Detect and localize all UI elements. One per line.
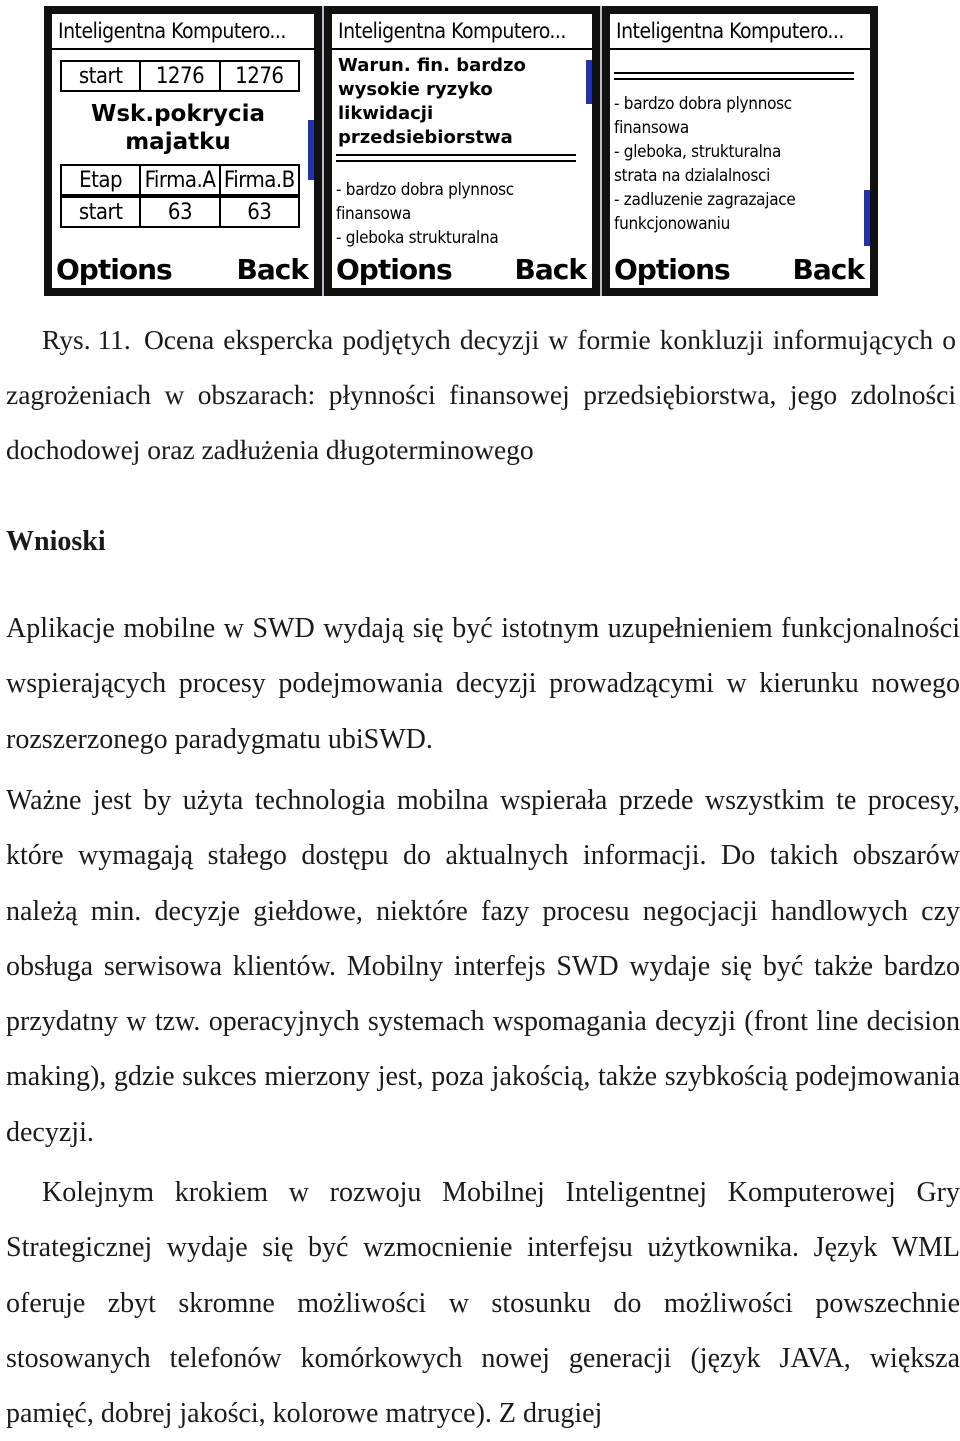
table-cell: 63 [141, 198, 220, 226]
back-softkey: Back [236, 253, 308, 286]
list-item: finansowa [336, 204, 411, 224]
table-header-cell: Firma.A [141, 166, 220, 194]
table-row [60, 196, 300, 228]
options-softkey: Options [336, 253, 452, 286]
paragraph: Aplikacje mobilne w SWD wydają się być istotnym uzupełnieniem funkcjonalności wspierających procesy podejmowania decyzji prowadzącymi w kierunku nowego rozszerzonego paradygmatu ubiSWD. [6, 613, 960, 755]
list-item: funkcjonowaniu [614, 214, 731, 234]
caption-text: Ocena ekspercka podjętych decyzji w formie konkluzji informujących o zagrożeniach w obszarach: płynności finansowej przedsiębiorstwa, jego zdolności dochodowej oraz zadłużenia długoterminowego [6, 324, 956, 465]
caption-label: Rys. 11. [42, 324, 131, 355]
divider [614, 72, 854, 74]
table-row [60, 60, 300, 92]
phone-screen [332, 14, 592, 288]
section-title: Wnioski [6, 526, 106, 557]
alert-line: Warun. fin. bardzo [338, 55, 526, 76]
paragraph: Kolejnym krokiem w rozwoju Mobilnej Inteligentnej Komputerowej Gry Strategicznej wydaje się być wzmocnienie interfejsu użytkownika. Język WML oferuje zbyt skromne możliwości w stosunku do możliwości powszechnie stosowanych telefonów komórkowych nowej generacji (język JAVA, większa pamięć, dobrej jakości, kolorowe matryce). Z drugiej [6, 1177, 960, 1430]
options-softkey: Options [614, 253, 730, 286]
scrollbar [586, 50, 592, 248]
alert-text [338, 54, 526, 150]
table-cell: start [62, 198, 141, 226]
table-header-cell: Firma.B [223, 168, 295, 193]
phone-screenshot-2 [324, 6, 600, 296]
softkey-bar [332, 250, 592, 288]
figure-caption [6, 312, 956, 477]
divider [336, 160, 576, 162]
phone-title: Inteligentna Komputero... [332, 14, 592, 50]
table-cell: 63 [247, 200, 272, 225]
table-cell: 1276 [235, 64, 284, 89]
indicator-heading [52, 100, 304, 156]
figure-phone-screenshots [44, 6, 878, 296]
heading-line: majatku [125, 129, 231, 155]
bullet-list [336, 178, 514, 250]
phone-screenshot-1 [44, 6, 322, 296]
options-softkey: Options [56, 253, 172, 286]
divider [614, 78, 854, 80]
scrollbar [864, 50, 870, 248]
bullet-list [614, 92, 796, 236]
paragraph: Ważne jest by użyta technologia mobilna wspierała przede wszystkim te procesy, które wymagają stałego dostępu do aktualnych informacji. Do takich obszarów należą min. decyzje giełdowe, niektóre fazy procesu negocjacji handlowych czy obsługa serwisowa klientów. Mobilny interfejs SWD wydaje się być także bardzo przydatny w tzw. operacyjnych systemach wspomagania decyzji (front line decision making), gdzie sukces mierzony jest, poza jakością, także szybkością podejmowania decyzji. [6, 785, 960, 1148]
phone-title: Inteligentna Komputero... [52, 14, 314, 50]
phone-screen [52, 14, 314, 288]
alert-line: likwidacji [338, 103, 434, 124]
alert-line: wysokie ryzyko [338, 79, 493, 100]
scrollbar-thumb [864, 190, 870, 246]
list-item: strata na dzialalnosci [614, 166, 771, 186]
alert-line: przedsiebiorstwa [338, 127, 513, 148]
back-softkey: Back [514, 253, 586, 286]
table-cell: 1276 [141, 62, 220, 90]
list-item: - bardzo dobra plynnosc [614, 94, 792, 114]
heading-line: Wsk.pokrycia [90, 101, 266, 127]
divider [336, 154, 576, 156]
phone-title: Inteligentna Komputero... [610, 14, 870, 50]
scrollbar-thumb [586, 60, 592, 104]
softkey-bar [52, 250, 314, 288]
phone-screen [610, 14, 870, 288]
list-item: finansowa [614, 118, 689, 138]
phone-screenshot-3 [602, 6, 878, 296]
back-softkey: Back [792, 253, 864, 286]
scrollbar-thumb [308, 120, 314, 180]
scrollbar [308, 50, 314, 248]
list-item: - zadluzenie zagrazajace [614, 190, 796, 210]
list-item: - bardzo dobra plynnosc [336, 180, 514, 200]
table-cell: start [62, 62, 141, 90]
softkey-bar [610, 250, 870, 288]
list-item: - gleboka, strukturalna [614, 142, 782, 162]
list-item: - gleboka strukturalna [336, 228, 499, 248]
table-header-row [60, 164, 300, 196]
table-header-cell: Etap [62, 166, 141, 194]
